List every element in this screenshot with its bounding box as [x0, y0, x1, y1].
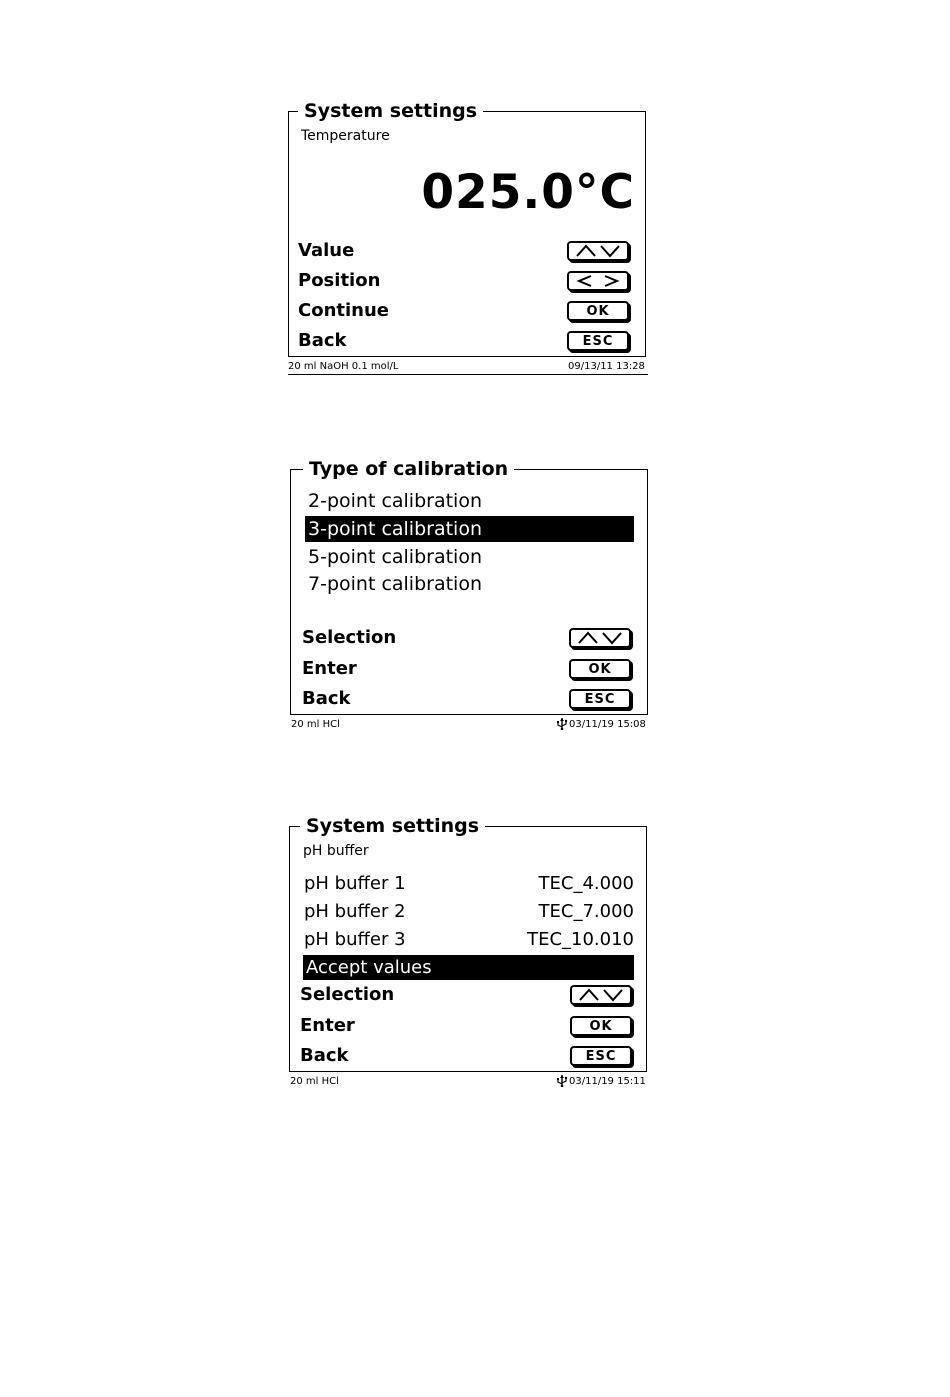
- status-left: 20 ml HCl: [290, 1076, 339, 1087]
- row-label-back: Back: [298, 330, 347, 351]
- panel-title: System settings: [300, 816, 485, 836]
- row-label-position: Position: [298, 270, 381, 291]
- buffer-value-1: TEC_4.000: [538, 873, 634, 894]
- status-left: 20 ml HCl: [291, 719, 340, 730]
- buffer-value-2: TEC_7.000: [538, 901, 634, 922]
- buffer-value-3: TEC_10.010: [527, 929, 634, 950]
- row-label-selection: Selection: [302, 627, 397, 648]
- buffer-label-1[interactable]: pH buffer 1: [304, 873, 406, 894]
- row-label-back: Back: [300, 1045, 349, 1066]
- panel-calibration-type: [290, 458, 648, 715]
- up-down-key[interactable]: [570, 985, 632, 1005]
- temperature-value[interactable]: 025.0°C: [421, 165, 635, 220]
- row-label-value: Value: [298, 240, 355, 261]
- list-item-7-point[interactable]: 7-point calibration: [308, 573, 482, 595]
- list-item-3-point[interactable]: 3-point calibration: [305, 516, 634, 542]
- panel-subtitle: Temperature: [301, 128, 390, 144]
- usb-icon: [556, 1075, 568, 1087]
- status-right: [556, 718, 646, 731]
- status-left: 20 ml NaOH 0.1 mol/L: [288, 361, 399, 372]
- esc-key[interactable]: ESC: [569, 689, 631, 709]
- row-label-selection: Selection: [300, 984, 395, 1005]
- row-label-enter: Enter: [300, 1015, 355, 1036]
- up-down-arrows-icon: [578, 988, 624, 1002]
- left-right-arrows-icon: [575, 274, 621, 288]
- up-down-key[interactable]: [567, 241, 629, 261]
- panel-subtitle: pH buffer: [303, 843, 369, 859]
- buffer-label-2[interactable]: pH buffer 2: [304, 901, 406, 922]
- ok-key[interactable]: OK: [567, 301, 629, 321]
- buffer-label-3[interactable]: pH buffer 3: [304, 929, 406, 950]
- up-down-arrows-icon: [575, 244, 621, 258]
- row-label-back: Back: [302, 688, 351, 709]
- row-label-enter: Enter: [302, 658, 357, 679]
- up-down-key[interactable]: [569, 628, 631, 648]
- usb-icon: [556, 718, 568, 730]
- status-right: [556, 1075, 646, 1088]
- panel-temperature: [288, 100, 646, 357]
- status-right-text: 03/11/19 15:08: [569, 719, 646, 730]
- panel-ph-buffer: [289, 815, 647, 1072]
- up-down-arrows-icon: [577, 631, 623, 645]
- esc-key[interactable]: ESC: [570, 1046, 632, 1066]
- ok-key[interactable]: OK: [569, 659, 631, 679]
- status-right-text: 03/11/19 15:11: [569, 1076, 646, 1087]
- ok-key[interactable]: OK: [570, 1016, 632, 1036]
- list-item-5-point[interactable]: 5-point calibration: [308, 546, 482, 568]
- accept-values-item[interactable]: Accept values: [303, 955, 634, 980]
- row-label-continue: Continue: [298, 300, 390, 321]
- status-divider: [288, 374, 648, 375]
- panel-title: System settings: [298, 101, 483, 121]
- panel-title: Type of calibration: [303, 459, 514, 479]
- esc-key[interactable]: ESC: [567, 331, 629, 351]
- left-right-key[interactable]: [567, 271, 629, 291]
- list-item-2-point[interactable]: 2-point calibration: [308, 490, 482, 512]
- status-right: 09/13/11 13:28: [568, 361, 645, 372]
